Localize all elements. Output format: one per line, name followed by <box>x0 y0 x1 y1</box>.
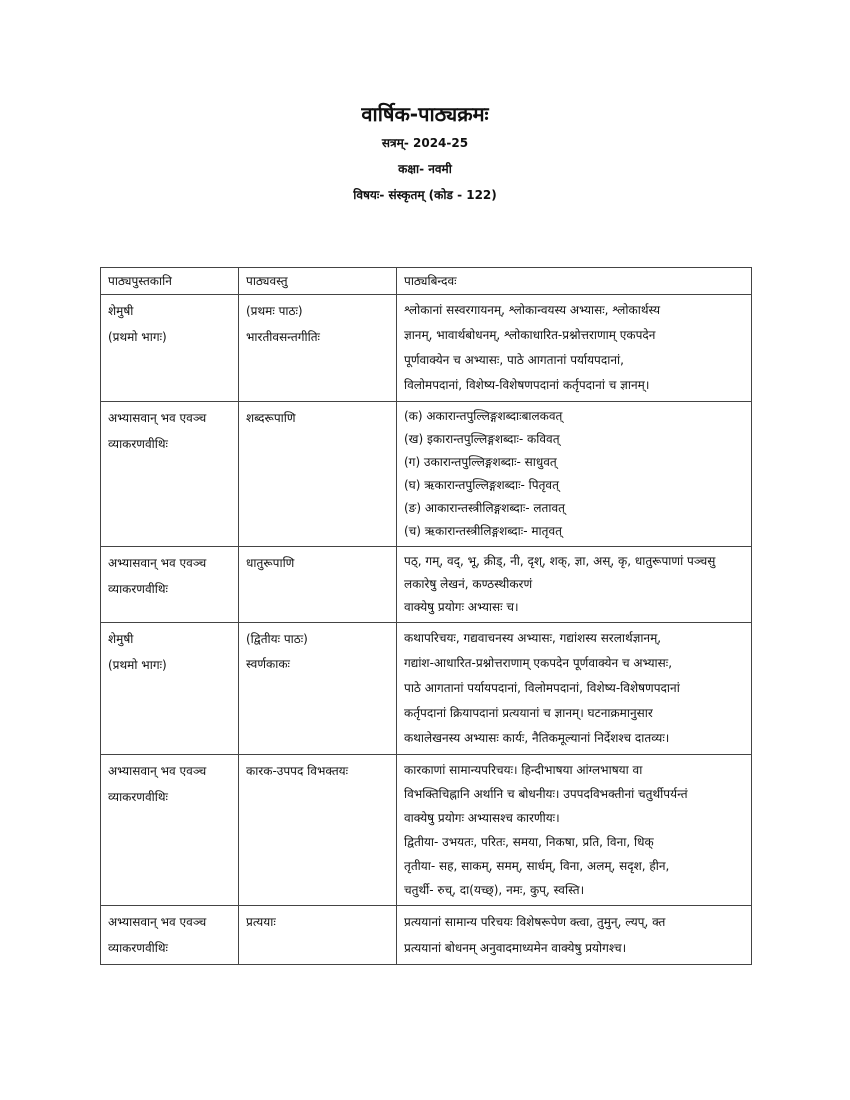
cell-line: (प्रथमः पाठः) <box>246 304 303 318</box>
cell-line: वाक्येषु प्रयोगः अभ्यासः च। <box>404 600 519 614</box>
cell-line: प्रत्ययानां सामान्य परिचयः विशेषरूपेण क्त्वा, तुमुन्, ल्यप्, क्त <box>404 915 666 929</box>
cell-line: चतुर्थी- रुच्, दा(यच्छ्), नमः, कुप्, स्वस्ति। <box>404 883 585 897</box>
cell-points <box>397 623 752 755</box>
cell-line: (ङ) आकारान्तस्त्रीलिङ्गशब्दाः- लतावत् <box>404 501 566 515</box>
cell-book <box>101 755 239 906</box>
cell-line: कथापरिचयः, गद्यवाचनस्य अभ्यासः, गद्यांशस्य सरलार्थज्ञानम्, <box>404 631 662 645</box>
cell-line: श्लोकानां सस्वरगायनम्, श्लोकान्वयस्य अभ्यासः, श्लोकार्थस्य <box>404 303 661 317</box>
cell-points <box>397 755 752 906</box>
table-row <box>101 623 752 755</box>
column-header-books: पाठ्यपुस्तकानि <box>101 268 239 295</box>
class-line: कक्षा- नवमी <box>398 162 452 176</box>
table-row <box>101 402 752 547</box>
cell-book <box>101 906 239 965</box>
syllabus-table <box>100 267 752 965</box>
cell-book <box>101 547 239 623</box>
cell-line: पाठे आगतानां पर्यायपदानां, विलोमपदानां, विशेष्य-विशेषणपदानां <box>404 681 680 695</box>
cell-content <box>239 755 397 906</box>
cell-line: कथालेखनस्य अभ्यासः कार्यः, नैतिकमूल्यानां निर्देशश्च दातव्यः। <box>404 731 670 745</box>
cell-line: (प्रथमो भागः) <box>108 330 167 344</box>
column-header-content: पाठ्यवस्तु <box>239 268 397 295</box>
cell-points <box>397 906 752 965</box>
cell-line: शब्दरूपाणि <box>246 411 296 425</box>
cell-line: कर्तृपदानां क्रियापदानां प्रत्ययानां च ज्ञानम्। घटनाक्रमानुसार <box>404 706 653 720</box>
cell-line: ज्ञानम्, भावार्थबोधनम्, श्लोकाधारित-प्रश्नोत्तराणाम् एकपदेन <box>404 328 656 342</box>
cell-line: व्याकरणवीथिः <box>108 582 168 596</box>
cell-points <box>397 402 752 547</box>
cell-line: धातुरूपाणि <box>246 556 295 570</box>
subject-line: विषयः- संस्कृतम् (कोड - 122) <box>353 188 497 202</box>
cell-line: लकारेषु लेखनं, कण्ठस्थीकरणं <box>404 577 533 591</box>
cell-line: पठ्, गम्, वद्, भू, क्रीड्, नी, दृश्, शक्, ज्ञा, अस्, कृ, धातुरूपाणां पञ्चसु <box>404 554 716 568</box>
cell-line: (प्रथमो भागः) <box>108 658 167 672</box>
cell-book <box>101 295 239 402</box>
cell-line: व्याकरणवीथिः <box>108 790 168 804</box>
cell-line: (ग) उकारान्तपुल्लिङ्गशब्दाः- साधुवत् <box>404 455 557 469</box>
cell-line: (च) ऋकारान्तस्त्रीलिङ्गशब्दाः- मातृवत् <box>404 524 562 538</box>
cell-line: प्रत्ययाः <box>246 915 276 929</box>
cell-line: भारतीवसन्तगीतिः <box>246 330 320 344</box>
cell-line: स्वर्णकाकः <box>246 657 290 671</box>
cell-line: प्रत्ययानां बोधनम् अनुवादमाध्यमेन वाक्येषु प्रयोगश्च। <box>404 941 627 955</box>
cell-line: द्वितीया- उभयतः, परितः, समया, निकषा, प्रति, विना, धिक् <box>404 835 654 849</box>
table-row <box>101 295 752 402</box>
cell-line: (ख) इकारान्तपुल्लिङ्गशब्दाः- कविवत् <box>404 432 560 446</box>
cell-line: शेमुषी <box>108 632 134 646</box>
document-title: वार्षिक-पाठ्यक्रमः <box>361 102 489 126</box>
cell-book <box>101 623 239 755</box>
cell-line: कारक-उपपद विभक्तयः <box>246 764 349 778</box>
cell-line: अभ्यासवान् भव एवञ्च <box>108 556 207 570</box>
table-row <box>101 755 752 906</box>
cell-line: अभ्यासवान् भव एवञ्च <box>108 915 207 929</box>
cell-line: वाक्येषु प्रयोगः अभ्यासश्च कारणीयः। <box>404 811 560 825</box>
table-row <box>101 906 752 965</box>
cell-content <box>239 295 397 402</box>
cell-line: व्याकरणवीथिः <box>108 437 168 451</box>
column-header-points: पाठ्यबिन्दवः <box>397 268 752 295</box>
cell-line: (द्वितीयः पाठः) <box>246 632 308 646</box>
cell-content <box>239 547 397 623</box>
cell-points <box>397 547 752 623</box>
table-header-row <box>101 268 752 295</box>
cell-line: पूर्णवाक्येन च अभ्यासः, पाठे आगतानां पर्यायपदानां, <box>404 353 624 367</box>
cell-line: गद्यांश-आधारित-प्रश्नोत्तराणाम् एकपदेन पूर्णवाक्येन च अभ्यासः, <box>404 656 673 670</box>
cell-content <box>239 906 397 965</box>
cell-line: शेमुषी <box>108 304 134 318</box>
cell-line: (क) अकारान्तपुल्लिङ्गशब्दाःबालकवत् <box>404 409 563 423</box>
cell-line: व्याकरणवीथिः <box>108 941 168 955</box>
cell-line: कारकाणां सामान्यपरिचयः। हिन्दीभाषया आंग्लभाषया वा <box>404 763 643 777</box>
cell-content <box>239 402 397 547</box>
cell-line: अभ्यासवान् भव एवञ्च <box>108 411 207 425</box>
cell-line: अभ्यासवान् भव एवञ्च <box>108 764 207 778</box>
cell-line: विलोमपदानां, विशेष्य-विशेषणपदानां कर्तृपदानां च ज्ञानम्। <box>404 378 650 392</box>
cell-book <box>101 402 239 547</box>
cell-points <box>397 295 752 402</box>
session-line: सत्रम्- 2024-25 <box>381 136 469 150</box>
document-header <box>0 100 850 203</box>
cell-line: (घ) ऋकारान्तपुल्लिङ्गशब्दाः- पितृवत् <box>404 478 559 492</box>
cell-line: विभक्तिचिह्नानि अर्थानि च बोधनीयः। उपपदविभक्तीनां चतुर्थीपर्यन्तं <box>404 787 688 801</box>
cell-line: तृतीया- सह, साकम्, समम्, सार्धम्, विना, अलम्, सदृश, हीन, <box>404 859 670 873</box>
cell-content <box>239 623 397 755</box>
table-row <box>101 547 752 623</box>
